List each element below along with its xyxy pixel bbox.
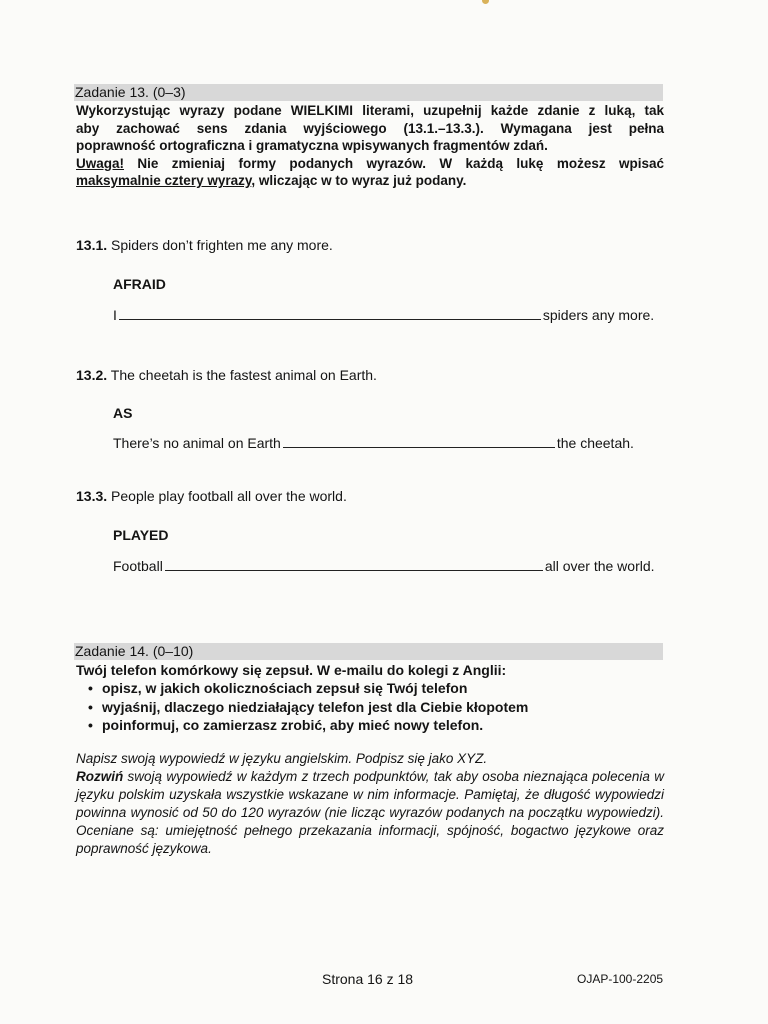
task-14-header: Zadanie 14. (0–10) (74, 643, 663, 660)
bullet-item: • opisz, w jakich okolicznościach zepsuł się Twój telefon (88, 679, 528, 698)
question-number: 13.1. (76, 237, 108, 253)
answer-blank-13-2[interactable] (283, 435, 555, 448)
bullet-item: • poinformuj, co zamierzasz zrobić, aby mieć nowy telefon. (88, 716, 528, 735)
task-14-para-1: Napisz swoją wypowiedź w języku angielskim. Podpisz się jako XYZ. (76, 751, 488, 766)
keyword-played: PLAYED (113, 527, 169, 543)
question-number: 13.2. (76, 367, 108, 383)
answer-row-13-1 (113, 307, 654, 323)
page-number: Strona 16 z 18 (322, 971, 414, 987)
note-text: Nie zmieniaj formy podanych wyrazów. W każdą lukę możesz wpisać (124, 155, 664, 171)
bullet-item: • wyjaśnij, dlaczego niedziałający telefon jest dla Ciebie kłopotem (88, 698, 528, 717)
task-13-header: Zadanie 13. (0–3) (74, 84, 663, 101)
question-13-1 (76, 237, 333, 253)
answer-row-13-3 (113, 558, 655, 574)
paper-speck (482, 0, 489, 4)
answer-blank-13-1[interactable] (119, 307, 541, 320)
answer-prefix: There’s no animal on Earth (113, 435, 281, 451)
answer-blank-13-3[interactable] (165, 558, 543, 571)
para-2-bold: Rozwiń (76, 769, 124, 784)
question-sentence: People play football all over the world. (107, 488, 347, 504)
question-13-2 (76, 367, 377, 383)
note-underlined: maksymalnie cztery wyrazy (76, 173, 252, 188)
keyword-as: AS (113, 405, 133, 421)
task-13-instructions (76, 102, 664, 190)
instr-line-2: aby zachować sens zdania wyjściowego (13.1.–13.3.). Wymagana jest pełna (76, 120, 664, 136)
note-label: Uwaga! (76, 155, 125, 171)
exam-code: OJAP-100-2205 (577, 972, 664, 986)
task-14-intro: Twój telefon komórkowy się zepsuł. W e-mailu do kolegi z Anglii: (76, 662, 507, 678)
question-13-3 (76, 488, 347, 504)
answer-row-13-2 (113, 435, 634, 451)
para-2-text: swoją wypowiedź w każdym z trzech podpunktów, tak aby osoba nieznająca polecenia w języku polskim uzyskała wszystkie wskazane w nim informacje. Pamiętaj, że długość wypowiedzi powinna wynosić od 50 do 120 wyrazów (nie licząc wyrazów podanych na początku wypowiedzi). Oceniane są: umiejętność pełnego przekazania informacji, spójność, bogactwo językowe oraz poprawność językowa. (76, 769, 664, 856)
answer-suffix: all over the world. (544, 558, 655, 574)
answer-prefix: I (113, 307, 117, 323)
keyword-afraid: AFRAID (113, 276, 166, 292)
answer-suffix: spiders any more. (542, 307, 655, 323)
answer-prefix: Football (113, 558, 163, 574)
question-sentence: The cheetah is the fastest animal on Earth. (107, 367, 377, 383)
task-14-para-2 (76, 768, 664, 858)
note-end: , wliczając w to wyraz już podany. (251, 173, 467, 188)
instr-line-1: Wykorzystując wyrazy podane WIELKIMI literami, uzupełnij każde zdanie z luką, tak (76, 103, 664, 118)
task-14-bullets (88, 679, 528, 735)
answer-suffix: the cheetah. (556, 435, 634, 451)
question-number: 13.3. (76, 488, 108, 504)
note-line-2 (76, 172, 664, 190)
question-sentence: Spiders don’t frighten me any more. (107, 237, 333, 253)
instr-line-3: poprawność ortograficzna i gramatyczna wpisywanych fragmentów zdań. (76, 138, 548, 153)
note-line (76, 155, 664, 173)
